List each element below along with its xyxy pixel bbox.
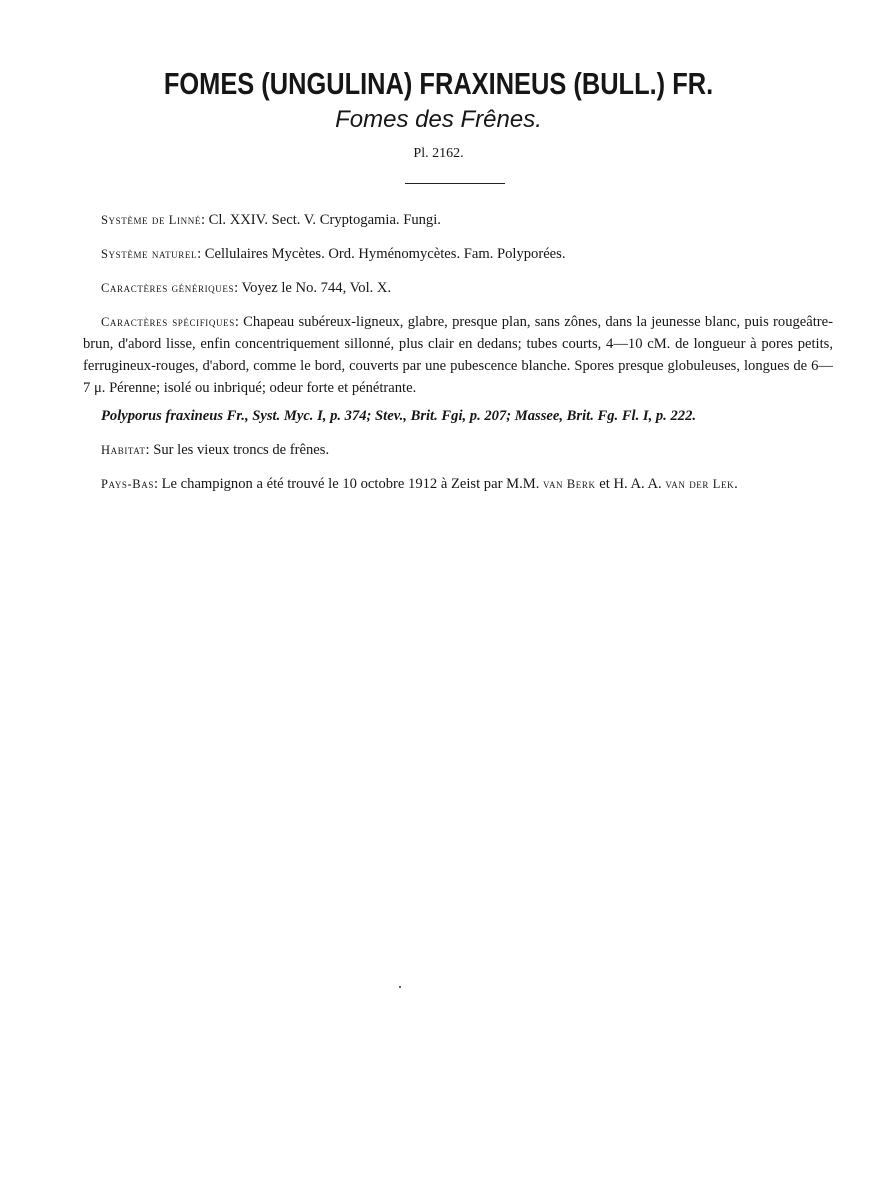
section-text: : Voyez le No. 744, Vol. X. — [234, 280, 392, 296]
plate-number: Pl. 2162. — [413, 146, 464, 161]
section-habitat — [83, 439, 833, 461]
section-naturel — [83, 243, 833, 265]
section-label: Habitat — [101, 443, 146, 457]
section-generiques — [83, 277, 833, 299]
page-title: FOMES (UNGULINA) FRAXINEUS (BULL.) FR. — [163, 66, 714, 101]
section-label: Caractères génériques — [101, 281, 235, 295]
section-text: : Chapeau subéreux-ligneux, glabre, presque plan, sans zônes, dans la jeunesse blanc, puis rougeâtre-brun, d'abord lisse, enfin concentriquement sillonné, plus clair en dedans; tubes courts, 4—10 cM. de longueur à pores petits, ferrugineux-rouges, d'abord, comme le bord, couverts par une pubescence blanche. Spores presque globuleuses, longues de 6—7 μ. Pérenne; isolé ou inbriqué; odeur forte et pénétrante. — [83, 314, 833, 396]
collector-name: van Berk — [543, 477, 596, 491]
separator-rule — [405, 183, 505, 184]
page-subtitle: Fomes des Frênes. — [335, 106, 542, 133]
section-label: Caractères spécifiques — [101, 315, 235, 329]
section-specifiques — [83, 311, 833, 399]
section-text: : Cl. XXIV. Sect. V. Cryptogamia. Fungi. — [200, 212, 441, 228]
section-linne — [83, 209, 833, 231]
section-text: et H. A. A. — [595, 476, 666, 492]
collector-name: van der Lek — [665, 477, 735, 491]
document-body — [83, 209, 833, 507]
section-label: Système naturel — [101, 247, 198, 261]
reference-text: Polyporus fraxineus Fr., Syst. Myc. I, p. 374; Stev., Brit. Fgi, p. 207; Massee, Brit. Fg. Fl. I, p. 222. — [101, 408, 697, 424]
section-text: . — [734, 476, 738, 492]
page-speck — [399, 986, 401, 988]
section-label: Système de Linné — [101, 213, 201, 227]
section-label: Pays-Bas — [101, 477, 154, 491]
section-paysbas — [83, 473, 833, 495]
reference-line — [83, 405, 833, 427]
section-text: : Sur les vieux troncs de frênes. — [145, 442, 330, 458]
section-text: : Cellulaires Mycètes. Ord. Hyménomycètes. Fam. Polyporées. — [197, 246, 566, 262]
section-text: : Le champignon a été trouvé le 10 octobre 1912 à Zeist par M.M. — [153, 476, 543, 492]
